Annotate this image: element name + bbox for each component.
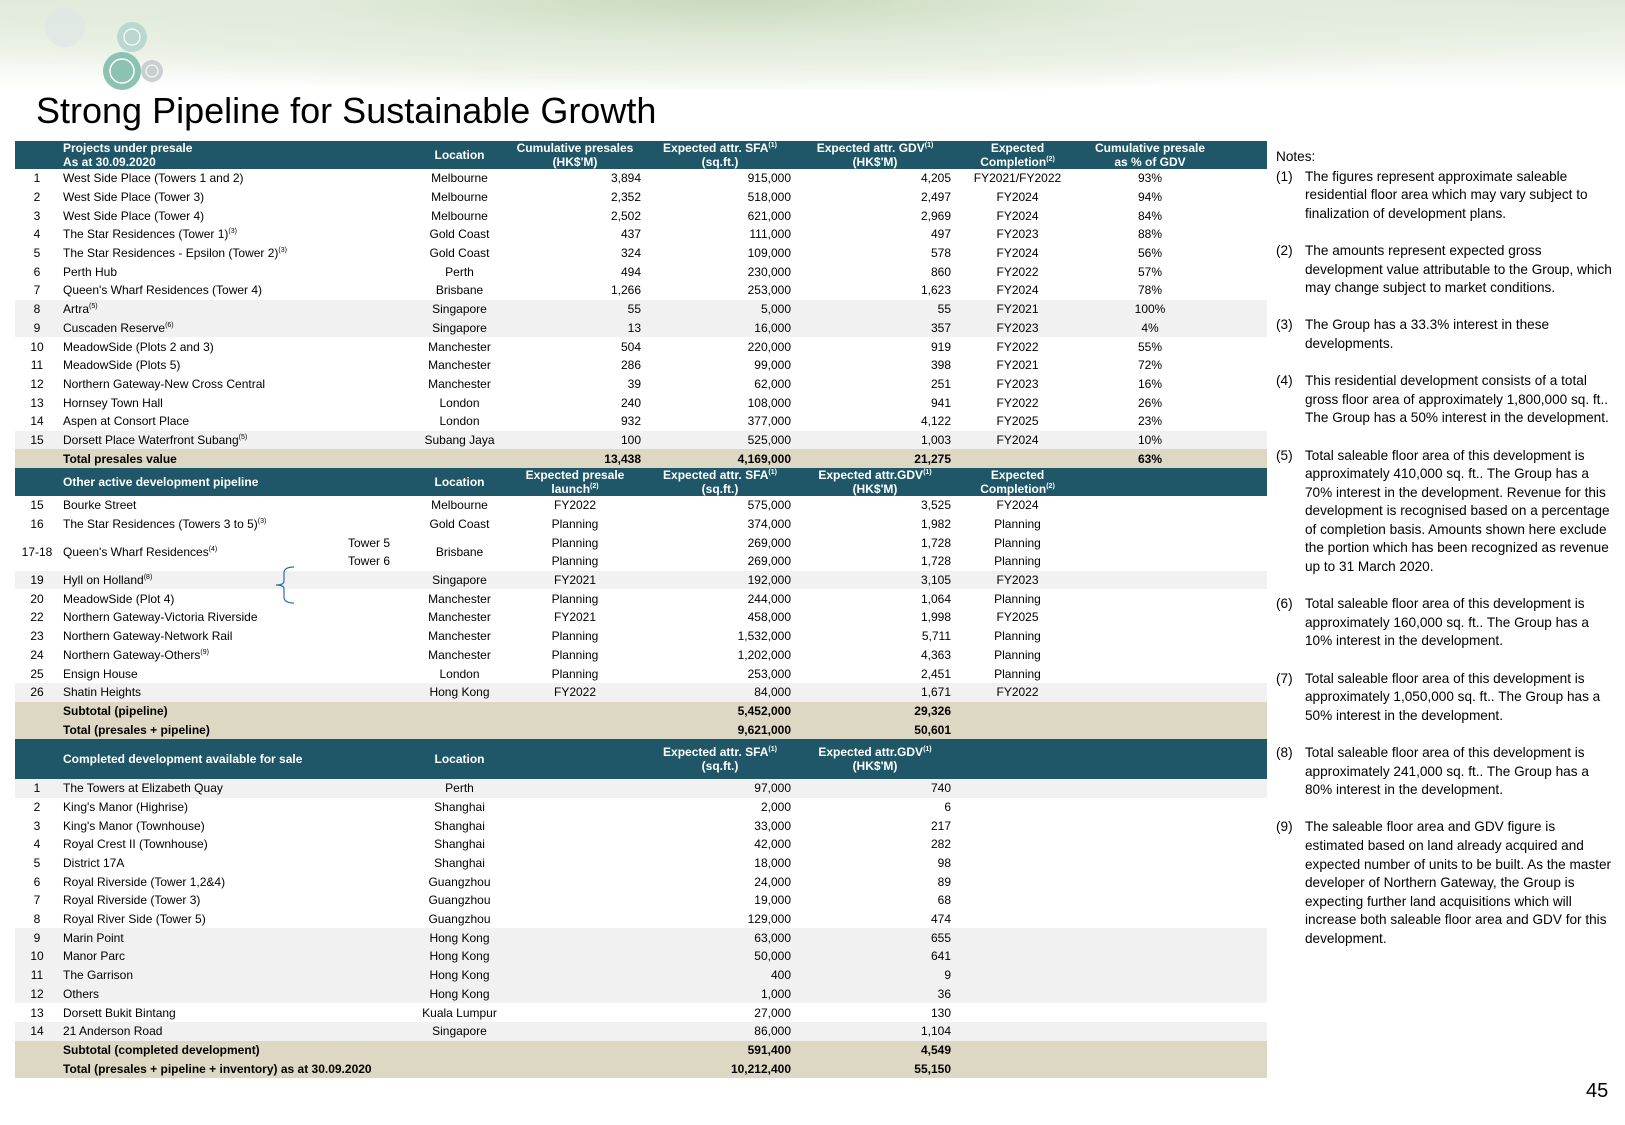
project-name-text: King's Manor (Townhouse) bbox=[63, 818, 205, 833]
column-header: Location bbox=[414, 141, 505, 169]
presales-row: 8 Artra$^{(5)}$ Singapore 55 5,000 55 FY2021 100% bbox=[15, 300, 1267, 319]
completed-row: 1 The Towers at Elizabeth Quay Perth 97,000 740 bbox=[15, 779, 1267, 798]
pipeline-row-qw-t5: 17-18 Queen's Wharf Residences$^{(4)}$ Tower 5 Brisbane Planning 269,000 1,728 Planning bbox=[15, 533, 1267, 552]
completed-header bbox=[15, 739, 1267, 779]
note-number: (4) bbox=[1276, 373, 1293, 389]
pipeline-row-qw-t6: Tower 6 Planning 269,000 1,728 Planning bbox=[15, 552, 1267, 571]
project-name bbox=[59, 891, 414, 910]
project-name-text: Artra bbox=[63, 302, 90, 317]
project-name-text: West Side Place (Towers 1 and 2) bbox=[63, 171, 244, 186]
project-name bbox=[59, 206, 414, 225]
project-name-text: Royal Riverside (Tower 1,2&4) bbox=[63, 874, 226, 889]
presales-row: 10 MeadowSide (Plots 2 and 3) Manchester 504 220,000 919 FY2022 55% bbox=[15, 337, 1267, 356]
project-name-text: Dorsett Bukit Bintang bbox=[63, 1005, 176, 1020]
project-name-text: MeadowSide (Plots 5) bbox=[63, 358, 181, 373]
project-name bbox=[59, 319, 414, 338]
completed-row: 13 Dorsett Bukit Bintang Kuala Lumpur 27,000 130 bbox=[15, 1003, 1267, 1022]
project-name-text: Shatin Heights bbox=[63, 685, 142, 700]
notes-heading: Notes: bbox=[1276, 149, 1316, 164]
project-name-text: Cuscaden Reserve bbox=[63, 320, 166, 335]
project-name-text: West Side Place (Tower 4) bbox=[63, 208, 205, 223]
note-item bbox=[1276, 744, 1616, 800]
project-name bbox=[59, 854, 414, 873]
presales-row: 3 West Side Place (Tower 4) Melbourne 2,502 621,000 2,969 FY2024 84% bbox=[15, 206, 1267, 225]
column-header: Cumulative presales (HK$'M) bbox=[505, 141, 645, 169]
note-number: (2) bbox=[1276, 242, 1293, 258]
column-header: Expected presale launch$^{(2)}$ bbox=[505, 468, 645, 496]
project-name bbox=[59, 533, 344, 570]
column-header: Expected attr. GDV$^{(1)}$ (HK$'M) bbox=[795, 141, 955, 169]
presales-row: 14 Aspen at Consort Place London 932 377,000 4,122 FY2025 23% bbox=[15, 412, 1267, 431]
presales-row: 2 West Side Place (Tower 3) Melbourne 2,352 518,000 2,497 FY2024 94% bbox=[15, 188, 1267, 207]
footnote-ref: (9) bbox=[200, 648, 209, 656]
note-item bbox=[1276, 316, 1616, 353]
completed-row: 7 Royal Riverside (Tower 3) Guangzhou 19,000 68 bbox=[15, 891, 1267, 910]
presales-header bbox=[15, 141, 1267, 169]
footnote-ref: (8) bbox=[143, 574, 153, 582]
project-name bbox=[59, 281, 414, 300]
note-text: Total saleable floor area of this development is approximately 410,000 sq. ft.. The Group has a 70% interest in the development. Revenue for this development is recognised based on a percentage of completion basis. Amounts shown here exclude the portion which has been recognized as revenue up to 31 March 2020. bbox=[1305, 447, 1610, 575]
pipeline-row: 22 Northern Gateway-Victoria Riverside Manchester FY2021 458,000 1,998 FY2025 bbox=[15, 608, 1267, 627]
project-name-text: The Star Residences - Epsilon (Tower 2) bbox=[63, 246, 279, 261]
note-number: (7) bbox=[1276, 670, 1293, 686]
pipeline-table bbox=[15, 141, 1267, 1078]
pipeline-row: 26 Shatin Heights Hong Kong FY2022 84,000 1,671 FY2022 bbox=[15, 683, 1267, 702]
project-name-text: MeadowSide (Plots 2 and 3) bbox=[63, 339, 214, 354]
completed-row: 10 Manor Parc Hong Kong 50,000 641 bbox=[15, 947, 1267, 966]
project-name-text: King's Manor (Highrise) bbox=[63, 799, 188, 814]
completed-row: 6 Royal Riverside (Tower 1,2&4) Guangzhou 24,000 89 bbox=[15, 872, 1267, 891]
column-header: Expected attr. SFA$^{(1)}$ (sq.ft.) bbox=[645, 468, 795, 496]
note-text: Total saleable floor area of this development is approximately 160,000 sq. ft.. The Group has a 10% interest in the development. bbox=[1305, 596, 1589, 649]
footnote-ref: (3) bbox=[228, 228, 237, 236]
project-name-text: Northern Gateway-Others bbox=[63, 647, 201, 662]
presales-row: 15 Dorsett Place Waterfront Subang$^{(5)}$ Subang Jaya 100 525,000 1,003 FY2024 10% bbox=[15, 431, 1267, 450]
column-header: Completed development available for sale bbox=[59, 739, 344, 779]
project-name bbox=[59, 496, 414, 515]
project-name bbox=[59, 1003, 414, 1022]
note-item bbox=[1276, 372, 1616, 428]
column-header: Expected Completion$^{(2)}$ bbox=[955, 468, 1080, 496]
footnote-ref: (5) bbox=[89, 303, 98, 311]
presales-row: 11 MeadowSide (Plots 5) Manchester 286 99,000 398 FY2021 72% bbox=[15, 356, 1267, 375]
project-name-text: Aspen at Consort Place bbox=[63, 414, 190, 429]
note-number: (6) bbox=[1276, 596, 1293, 612]
note-number: (9) bbox=[1276, 819, 1293, 835]
presales-row: 1 West Side Place (Towers 1 and 2) Melbourne 3,894 915,000 4,205 FY2021/FY2022 93% bbox=[15, 169, 1267, 188]
tower-label: Tower 5 bbox=[348, 535, 391, 550]
project-name-text: Dorsett Place Waterfront Subang bbox=[63, 432, 239, 447]
project-name-text: Manor Parc bbox=[63, 949, 126, 964]
completed-row: 2 King's Manor (Highrise) Shanghai 2,000 6 bbox=[15, 798, 1267, 817]
completed-row: 4 Royal Crest II (Townhouse) Shanghai 42,000 282 bbox=[15, 835, 1267, 854]
project-name-text: 21 Anderson Road bbox=[63, 1024, 163, 1039]
note-item bbox=[1276, 595, 1616, 651]
project-name-text: Northern Gateway-Network Rail bbox=[63, 629, 233, 644]
note-text: The figures represent approximate saleable residential floor area which may vary subject to finalization of development plans. bbox=[1305, 168, 1588, 221]
note-number: (5) bbox=[1276, 447, 1293, 463]
project-name bbox=[59, 225, 414, 244]
pipeline-subtotal: Subtotal (pipeline) 5,452,000 29,326 bbox=[15, 702, 1267, 721]
note-text: Total saleable floor area of this development is approximately 241,000 sq. ft.. The Group has a 80% interest in the development. bbox=[1305, 745, 1589, 798]
footnote-ref: (5) bbox=[238, 433, 248, 441]
note-item bbox=[1276, 242, 1616, 298]
project-name bbox=[59, 431, 414, 450]
project-name bbox=[59, 985, 414, 1004]
pipeline-row: 15 Bourke Street Melbourne FY2022 575,000 3,525 FY2024 bbox=[15, 496, 1267, 515]
project-name bbox=[59, 928, 414, 947]
note-text: Total saleable floor area of this development is approximately 1,050,000 sq. ft.. The Group has a 50% interest in the development. bbox=[1305, 670, 1601, 723]
page-number: 45 bbox=[1586, 1080, 1609, 1102]
presales-row: 5 The Star Residences - Epsilon (Tower 2)$^{(3)}$ Gold Coast 324 109,000 578 FY2024 56% bbox=[15, 244, 1267, 263]
presales-row: 6 Perth Hub Perth 494 230,000 860 FY2022 57% bbox=[15, 262, 1267, 281]
project-name-text: Marin Point bbox=[63, 930, 124, 945]
column-header: Expected attr.GDV$^{(1)}$ (HK$'M) bbox=[795, 468, 955, 496]
note-number: (1) bbox=[1276, 168, 1293, 184]
pipeline-row: 19 Hyll on Holland$^{(8)}$ Singapore FY2021 192,000 3,105 FY2023 bbox=[15, 571, 1267, 590]
project-name-text: Royal Crest II (Townhouse) bbox=[63, 837, 208, 852]
completed-row: 9 Marin Point Hong Kong 63,000 655 bbox=[15, 928, 1267, 947]
project-name bbox=[59, 664, 414, 683]
project-name bbox=[59, 244, 414, 263]
project-name-text: MeadowSide (Plot 4) bbox=[63, 591, 175, 606]
project-name-text: Royal Riverside (Tower 3) bbox=[63, 893, 201, 908]
completed-total: Total (presales + pipeline + inventory) as at 30.09.2020 10,212,400 55,150 bbox=[15, 1059, 1267, 1078]
column-header: Expected Completion$^{(2)}$ bbox=[955, 141, 1080, 169]
note-number: (3) bbox=[1276, 317, 1293, 333]
tower-label: Tower 6 bbox=[348, 554, 391, 569]
project-name-text: The Towers at Elizabeth Quay bbox=[63, 781, 223, 796]
completed-row: 14 21 Anderson Road Singapore 86,000 1,104 bbox=[15, 1022, 1267, 1041]
project-name bbox=[59, 1022, 414, 1041]
project-name-text: The Star Residences (Tower 1) bbox=[63, 227, 229, 242]
pipeline-row: 16 The Star Residences (Towers 3 to 5)$^{(3)}$ Gold Coast Planning 374,000 1,982 Planning bbox=[15, 515, 1267, 534]
project-name bbox=[59, 262, 414, 281]
project-name-text: Hyll on Holland bbox=[63, 573, 144, 588]
project-name bbox=[59, 608, 414, 627]
pipeline-header bbox=[15, 468, 1267, 496]
pipeline-row: 25 Ensign House London Planning 253,000 2,451 Planning bbox=[15, 664, 1267, 683]
project-name bbox=[59, 798, 414, 817]
note-number: (8) bbox=[1276, 745, 1293, 760]
project-name bbox=[59, 779, 414, 798]
pipeline-row: 24 Northern Gateway-Others$^{(9)}$ Manchester Planning 1,202,000 4,363 Planning bbox=[15, 646, 1267, 665]
project-name-text: West Side Place (Tower 3) bbox=[63, 190, 205, 205]
tower-brace-icon bbox=[272, 565, 296, 605]
footnote-ref: (4) bbox=[208, 546, 218, 554]
project-name-text: Others bbox=[63, 986, 100, 1001]
project-name bbox=[59, 337, 414, 356]
column-header: Location bbox=[414, 739, 505, 779]
presales-row: 13 Hornsey Town Hall London 240 108,000 941 FY2022 26% bbox=[15, 393, 1267, 412]
project-name-text: The Garrison bbox=[63, 968, 134, 983]
column-header: Cumulative presale as % of GDV bbox=[1080, 141, 1220, 169]
column-header: Expected attr.GDV$^{(1)}$ (HK$'M) bbox=[795, 739, 955, 779]
project-name bbox=[59, 356, 414, 375]
project-name bbox=[59, 393, 414, 412]
presales-row: 4 The Star Residences (Tower 1)$^{(3)}$ Gold Coast 437 111,000 497 FY2023 88% bbox=[15, 225, 1267, 244]
project-name-text: Queen's Wharf Residences bbox=[63, 545, 209, 560]
project-name-text: Northern Gateway-New Cross Central bbox=[63, 376, 266, 391]
note-item bbox=[1276, 670, 1616, 726]
note-item bbox=[1276, 168, 1616, 224]
project-name-text: Bourke Street bbox=[63, 498, 137, 513]
project-name bbox=[59, 375, 414, 394]
pipeline-row: 20 MeadowSide (Plot 4) Manchester Planning 244,000 1,064 Planning bbox=[15, 589, 1267, 608]
footnote-ref: (3) bbox=[257, 518, 267, 526]
project-name bbox=[59, 571, 414, 590]
presales-row: 7 Queen's Wharf Residences (Tower 4) Brisbane 1,266 253,000 1,623 FY2024 78% bbox=[15, 281, 1267, 300]
project-name bbox=[59, 627, 414, 646]
completed-row: 12 Others Hong Kong 1,000 36 bbox=[15, 985, 1267, 1004]
pipeline-row: 23 Northern Gateway-Network Rail Manchester Planning 1,532,000 5,711 Planning bbox=[15, 627, 1267, 646]
note-item bbox=[1276, 447, 1616, 577]
note-text: The amounts represent expected gross development value attributable to the Group, which may change subject to market conditions. bbox=[1305, 242, 1612, 296]
project-name bbox=[59, 300, 414, 319]
project-name-text: Perth Hub bbox=[63, 264, 118, 279]
column-header: Expected attr. SFA$^{(1)}$ (sq.ft.) bbox=[645, 739, 795, 779]
project-name bbox=[59, 169, 414, 188]
project-name bbox=[59, 683, 414, 702]
project-name bbox=[59, 412, 414, 431]
project-name bbox=[59, 872, 414, 891]
page-title: Strong Pipeline for Sustainable Growth bbox=[36, 90, 657, 131]
project-name-text: District 17A bbox=[63, 856, 125, 871]
completed-row: 3 King's Manor (Townhouse) Shanghai 33,000 217 bbox=[15, 816, 1267, 835]
header-banner bbox=[0, 0, 1625, 90]
project-name-text: Royal River Side (Tower 5) bbox=[63, 912, 206, 927]
presales-row: 12 Northern Gateway-New Cross Central Manchester 39 62,000 251 FY2023 16% bbox=[15, 375, 1267, 394]
project-name bbox=[59, 816, 414, 835]
column-header: Expected attr. SFA$^{(1)}$ (sq.ft.) bbox=[645, 141, 795, 169]
column-header: Projects under presale As at 30.09.2020 bbox=[59, 141, 344, 169]
project-name bbox=[59, 947, 414, 966]
note-text: The Group has a 33.3% interest in these developments. bbox=[1305, 317, 1550, 351]
project-name-text: Hornsey Town Hall bbox=[63, 395, 163, 410]
project-name bbox=[59, 910, 414, 929]
completed-row: 8 Royal River Side (Tower 5) Guangzhou 129,000 474 bbox=[15, 910, 1267, 929]
completed-subtotal: Subtotal (completed development) 591,400 4,549 bbox=[15, 1041, 1267, 1060]
project-name bbox=[59, 515, 414, 534]
pipeline-total: Total (presales + pipeline) 9,621,000 50,601 bbox=[15, 720, 1267, 739]
project-name-text: The Star Residences (Towers 3 to 5) bbox=[63, 517, 258, 532]
project-name-text: Queen's Wharf Residences (Tower 4) bbox=[63, 283, 263, 298]
project-name-text: Northern Gateway-Victoria Riverside bbox=[63, 610, 258, 625]
completed-row: 11 The Garrison Hong Kong 400 9 bbox=[15, 966, 1267, 985]
note-text: This residential development consists of a total gross floor area of approximately 1,800,000 sq. ft.. The Group has a 50% interest in the development. bbox=[1305, 373, 1609, 426]
column-header: Location bbox=[414, 468, 505, 496]
project-name bbox=[59, 589, 414, 608]
footnote-ref: (3) bbox=[278, 247, 287, 255]
project-name bbox=[59, 966, 414, 985]
note-text: The saleable floor area and GDV figure is estimated based on land already acquired and expected number of units to be built. As the master developer of Northern Gateway, the Group is expecting further land acquisitions which will increase both saleable floor area and GDV for this development. bbox=[1305, 819, 1612, 946]
project-name bbox=[59, 188, 414, 207]
project-name bbox=[59, 646, 414, 665]
footnote-ref: (6) bbox=[165, 321, 174, 329]
project-name bbox=[59, 835, 414, 854]
notes-panel bbox=[1276, 148, 1616, 967]
column-header: Other active development pipeline bbox=[59, 468, 344, 496]
completed-row: 5 District 17A Shanghai 18,000 98 bbox=[15, 854, 1267, 873]
tree-logo-icon bbox=[30, 5, 170, 95]
presales-row: 9 Cuscaden Reserve$^{(6)}$ Singapore 13 16,000 357 FY2023 4% bbox=[15, 319, 1267, 338]
project-name-text: Ensign House bbox=[63, 666, 138, 681]
presales-total: Total presales value 13,438 4,169,000 21,275 63% bbox=[15, 449, 1267, 468]
note-item bbox=[1276, 818, 1616, 948]
